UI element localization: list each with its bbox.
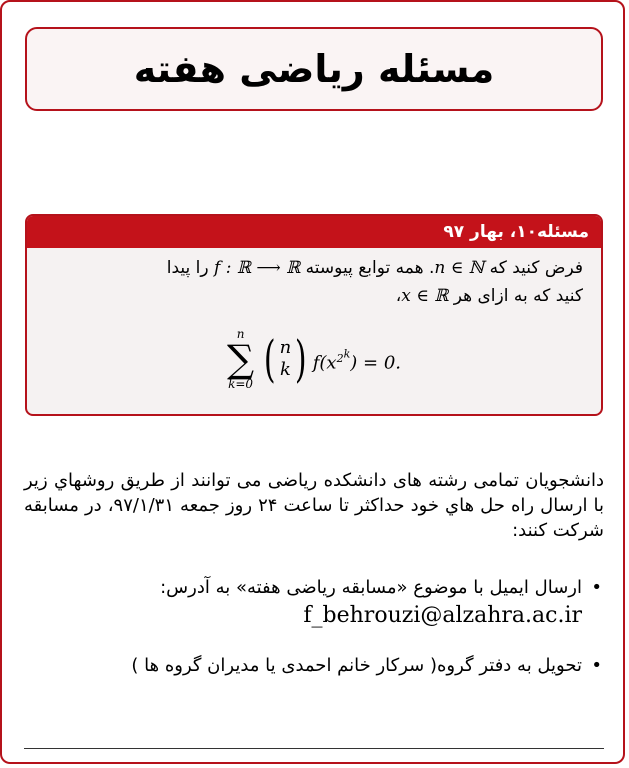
problem-statement (27, 248, 601, 390)
list-item-email (24, 575, 604, 631)
summation (227, 328, 254, 390)
page-title: مسئله ریاضی هفته (133, 47, 495, 91)
problem-text-end: را پیدا (166, 258, 209, 278)
math-x-in-R: x ∈ ℝ (401, 286, 449, 306)
problem-line2-end: ، (395, 286, 402, 306)
problem-line-1 (45, 254, 583, 282)
sum-lower-limit: k=0 (228, 377, 254, 391)
bullet-icon: • (591, 577, 602, 598)
formula-tail: $f(x^{2^k}) = 0$. (312, 347, 401, 374)
bullet-icon: • (591, 655, 602, 676)
sigma-symbol: ∑ (226, 337, 255, 381)
math-n-in-N: n ∈ ℕ (434, 258, 485, 278)
exponent-base: 2 (336, 351, 344, 365)
binom-top: n (279, 337, 292, 358)
display-formula (45, 328, 583, 390)
footer-divider (24, 748, 604, 749)
right-paren: ) (295, 330, 307, 388)
problem-header: مسئله۱۰، بهار ۹۷ (27, 216, 601, 248)
exponent-k: k (343, 347, 351, 361)
problem-text-mid: . همه توابع پیوسته (305, 258, 435, 278)
problem-text-line2: کنید که به ازای هر (453, 286, 583, 306)
binom-bottom: k (279, 359, 291, 380)
problem-line-2 (45, 282, 583, 310)
office-method-text: تحویل به دفتر گروه( سرکار خانم احمدی یا مدیران گروه ها ) (131, 655, 582, 676)
submission-methods-list (24, 575, 604, 701)
binomial-coefficient (260, 330, 311, 388)
sum-upper-limit: n (236, 327, 245, 341)
list-item-office (24, 653, 604, 679)
participation-text: دانشجویان تمامی رشته های دانشکده ریاضی می توانند از طریق روشهاي زیر با ارسال راه حل هاي خود حداکثر تا ساعت ۲۴ روز جمعه ۹۷/۱/۳۱، در مسابقه شرکت کنند: (24, 470, 605, 541)
email-address: f_behrouzi@alzahra.ac.ir (303, 603, 582, 628)
left-paren: ( (264, 330, 276, 388)
problem-text-start: فرض کنید که (489, 258, 583, 278)
math-function-map: f : ℝ ⟶ ℝ (214, 258, 301, 278)
email-method-text: ارسال ایمیل با موضوع «مسابقه ریاضی هفته» به آدرس: (160, 577, 582, 598)
title-box (25, 27, 603, 111)
problem-box (25, 214, 603, 416)
